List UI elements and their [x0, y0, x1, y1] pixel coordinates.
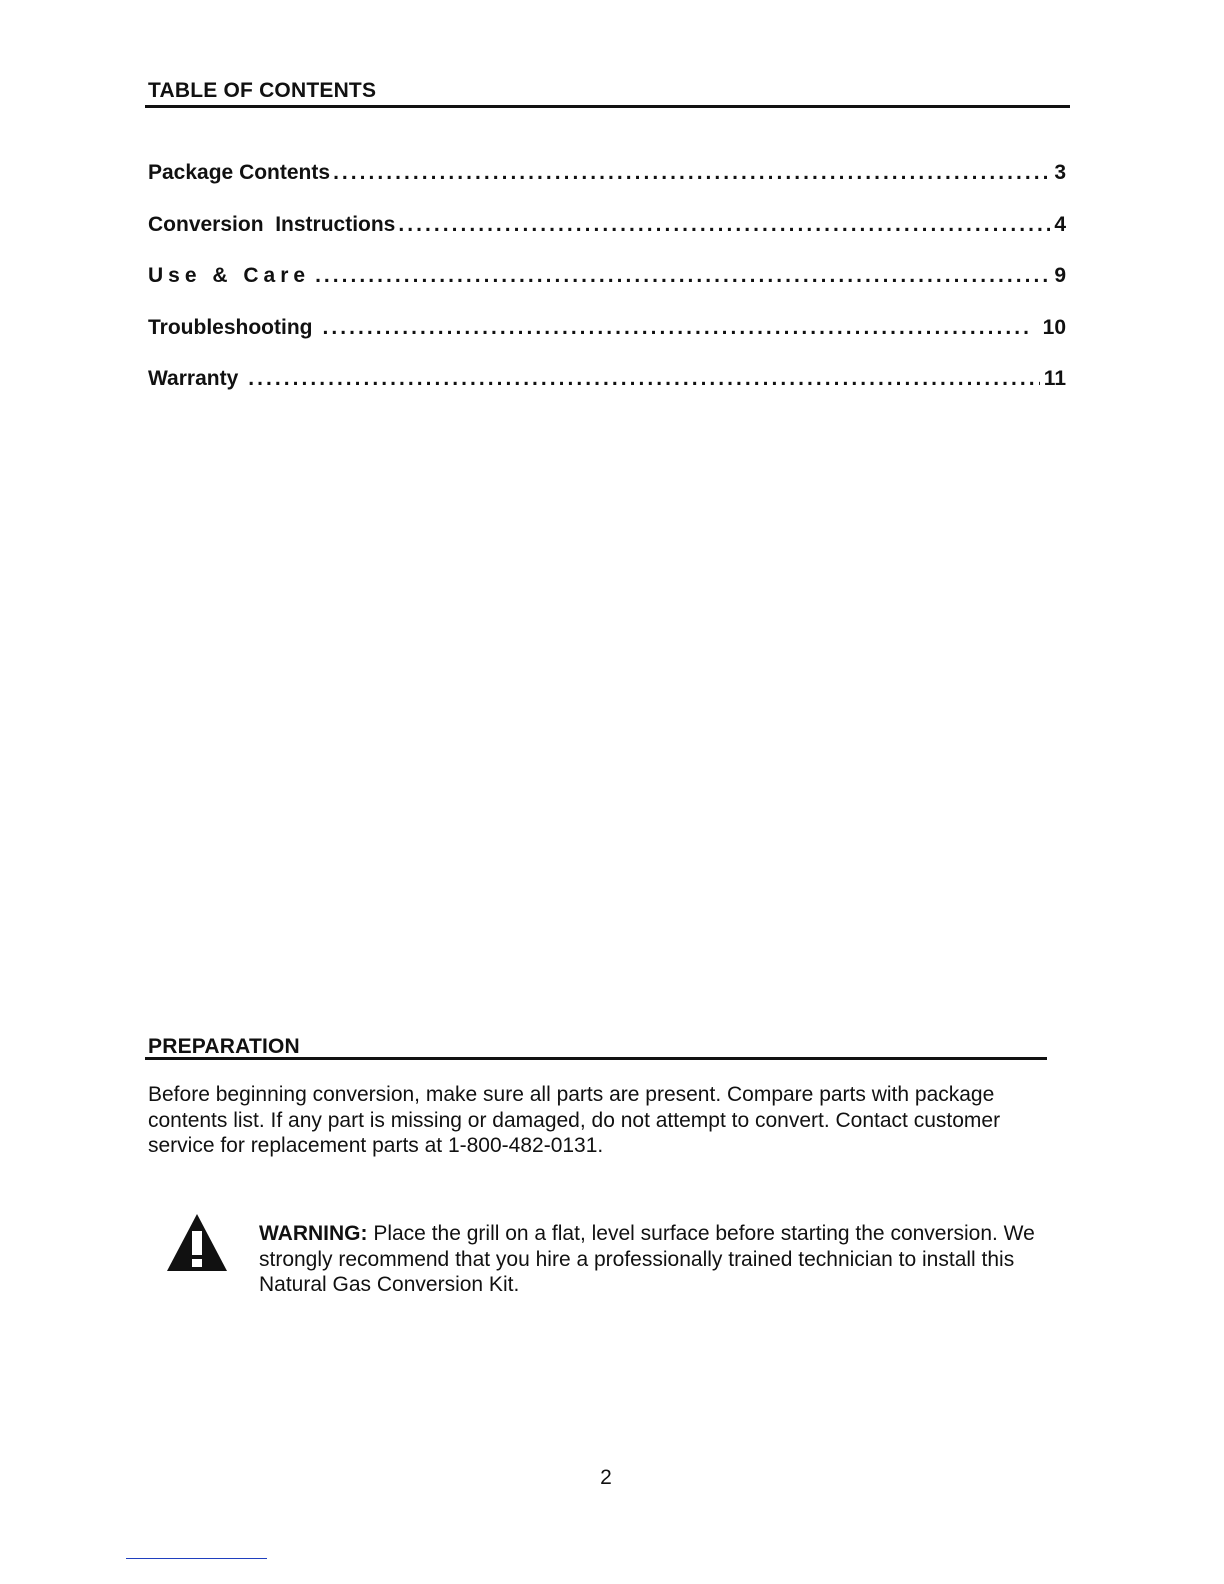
toc-entry-conversion-instructions[interactable] — [148, 211, 1066, 263]
toc-entry-page: 4 — [1054, 212, 1066, 236]
toc-entry-troubleshooting[interactable] — [148, 314, 1066, 366]
preparation-heading: PREPARATION — [148, 1035, 300, 1058]
toc-dot-leader — [315, 262, 1050, 290]
toc-entry-page: 10 — [1042, 315, 1066, 339]
page-number: 2 — [600, 1466, 612, 1489]
toc-entry-page: 11 — [1043, 367, 1066, 390]
warning-label: WARNING: — [259, 1222, 368, 1245]
toc-entry-title: Troubleshooting — [148, 315, 313, 339]
toc-entry-page: 9 — [1054, 264, 1066, 287]
toc-dot-leader — [248, 365, 1040, 393]
toc-entry-title: Package Contents — [148, 161, 331, 184]
toc-entry-title: Use & Care — [148, 264, 311, 287]
toc-entry-title: Conversion Instructions — [148, 212, 396, 236]
preparation-heading-rule — [145, 1057, 1047, 1060]
toc-dot-leader — [322, 314, 1028, 342]
footer-line — [126, 1558, 267, 1559]
toc-entry-page: 3 — [1054, 161, 1066, 184]
toc-entry-title: Warranty — [148, 367, 239, 390]
warning-paragraph — [259, 1221, 1074, 1298]
preparation-body: Before beginning conversion, make sure all parts are present. Compare parts with package contents list. If any part is missing or damaged, do not attempt to convert. Contact customer service for replacement parts at 1-800-482-0131. — [148, 1083, 1001, 1157]
toc-entry-package-contents[interactable] — [148, 159, 1066, 211]
toc-heading: TABLE OF CONTENTS — [148, 79, 377, 102]
toc-entry-warranty[interactable] — [148, 365, 1066, 417]
warning-triangle-icon — [166, 1212, 228, 1272]
toc-dot-leader — [398, 211, 1050, 239]
toc-entry-use-and-care[interactable] — [148, 262, 1066, 314]
toc-list — [148, 159, 1066, 417]
toc-dot-leader — [333, 159, 1050, 187]
warning-text: Place the grill on a flat, level surface before starting the conversion. We strongly recommend that you hire a professionally trained technician to install this Natural Gas Conversion Kit. — [259, 1222, 1035, 1296]
toc-heading-rule — [145, 105, 1070, 108]
